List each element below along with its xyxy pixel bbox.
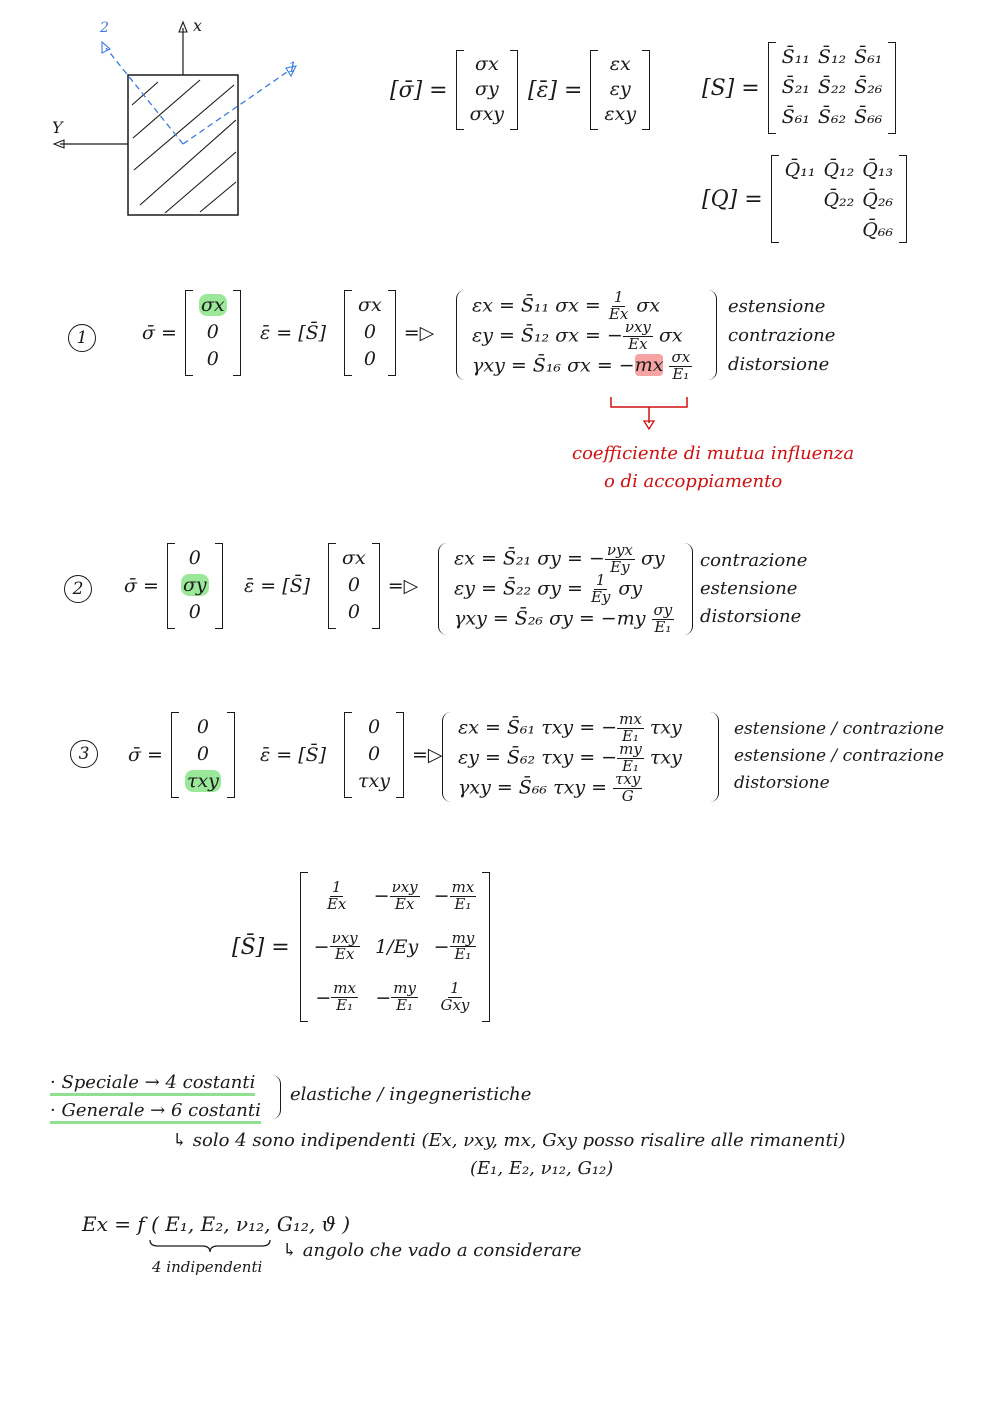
case-3-l3-lhs: γxy = S̄₆₆ τxy = bbox=[458, 776, 608, 799]
case-1-l3-lhs: γxy = S̄₁₆ σx = − bbox=[472, 354, 635, 377]
case-3-vec-1: 0 bbox=[367, 742, 381, 765]
case-2-number: 2 bbox=[64, 575, 92, 603]
compliance-cell-num: my bbox=[451, 928, 475, 947]
compliance-cell-text: 1/Ey bbox=[375, 935, 419, 958]
s-definition bbox=[702, 42, 896, 134]
case-2-l1-num: νyx bbox=[606, 541, 633, 559]
case-2-l2-rhs: σy bbox=[618, 577, 643, 600]
case-2-vec-0: σx bbox=[342, 546, 366, 569]
coupling-note-1: coefficiente di mutua influenza bbox=[572, 443, 855, 464]
case-2-system bbox=[454, 541, 674, 636]
compliance-cell-den: Ex bbox=[394, 894, 415, 913]
case-1-l2-den: Ex bbox=[628, 334, 648, 353]
case-3-l1-den: E₁ bbox=[621, 726, 639, 745]
s-cell: S̄₁₂ bbox=[817, 46, 847, 68]
case-3-l2-rhs: τxy bbox=[649, 746, 682, 769]
q-cell bbox=[785, 219, 816, 243]
q-cell: Q̄₆₆ bbox=[862, 219, 894, 241]
case-2-l1-rhs: σy bbox=[640, 547, 665, 570]
compliance-cell-sign: − bbox=[315, 986, 332, 1009]
case-2-l1-den: Ey bbox=[610, 557, 630, 576]
case-1-coupling-m: mx bbox=[634, 354, 664, 377]
sigma-vec-1: σy bbox=[474, 77, 499, 100]
case-2-sigma-eq: σ̄ = bbox=[124, 575, 159, 597]
compliance-cell-den: E₁ bbox=[396, 996, 414, 1015]
axis-1-label: 1 bbox=[288, 60, 297, 76]
case-1-labels bbox=[728, 292, 835, 379]
independent-note-2: (E₁, E₂, ν₁₂, G₁₂) bbox=[470, 1158, 614, 1179]
case-1-label-1: contrazione bbox=[728, 325, 836, 346]
case-2-sigma-0: 0 bbox=[188, 546, 201, 569]
case-3-l2-lhs: εy = S̄₆₂ τxy = − bbox=[458, 746, 618, 769]
compliance-cell bbox=[433, 928, 477, 964]
case-2-label-0: contrazione bbox=[700, 550, 808, 571]
compliance-cell-num: 1 bbox=[331, 878, 342, 897]
compliance-cell bbox=[434, 981, 477, 1014]
case-1-sigma-eq: σ̄ = bbox=[142, 322, 177, 344]
q-matrix bbox=[771, 155, 907, 243]
case-3-l2-num: my bbox=[619, 740, 642, 758]
case-2-sigma-1: σy bbox=[182, 573, 207, 596]
compliance-label: [S̄] = bbox=[232, 934, 290, 960]
compliance-cell bbox=[314, 981, 360, 1014]
case-3-labels bbox=[734, 716, 944, 797]
case-1-number: 1 bbox=[68, 324, 96, 352]
axis-y-label: Y bbox=[52, 118, 63, 137]
s-cell: S̄₂₆ bbox=[854, 76, 883, 98]
eps-vec-0: εx bbox=[609, 52, 631, 75]
case-1-sigma-2: 0 bbox=[206, 348, 219, 371]
compliance-cell-den: E₁ bbox=[336, 996, 354, 1015]
s-label: [S] = bbox=[702, 75, 760, 101]
case-3-l3-num: τxy bbox=[615, 770, 641, 788]
case-3-system bbox=[458, 710, 682, 805]
axis-2-label: 2 bbox=[100, 20, 109, 36]
case-3-eps-eq: ε̄ = [S̄] bbox=[260, 744, 327, 766]
compliance-cell-den: E₁ bbox=[454, 945, 472, 964]
case-1-arrow: =▷ bbox=[403, 322, 435, 344]
case-1-l2-lhs: εy = S̄₁₂ σx = − bbox=[472, 324, 623, 347]
case-1-vec-2: 0 bbox=[363, 348, 376, 371]
four-independent: 4 indipendenti bbox=[152, 1258, 263, 1276]
case-2-label-2: distorsione bbox=[700, 606, 802, 627]
compliance-cell-num: my bbox=[393, 979, 416, 998]
case-1-l2-rhs: σx bbox=[658, 324, 683, 347]
s-cell: S̄₆₂ bbox=[817, 106, 847, 128]
eps-vec-2: εxy bbox=[604, 103, 637, 126]
case-3-sigma-0: 0 bbox=[196, 715, 209, 738]
compliance-cell bbox=[374, 981, 420, 1014]
case-3-l1-rhs: τxy bbox=[649, 716, 682, 739]
compliance-cell bbox=[434, 880, 477, 913]
compliance-matrix bbox=[232, 872, 490, 1022]
compliance-cell-den: Ex bbox=[334, 945, 355, 964]
case-1-l3-num: σx bbox=[671, 348, 691, 366]
q-cell bbox=[785, 189, 816, 213]
compliance-cell-den: Gxy bbox=[440, 996, 470, 1015]
compliance-cell-num: νxy bbox=[391, 878, 418, 897]
compliance-cell-num: 1 bbox=[450, 979, 460, 998]
sigma-vec-2: σxy bbox=[469, 103, 505, 126]
generale-text: · Generale → 6 costanti bbox=[50, 1100, 261, 1124]
case-2-l2-den: Ey bbox=[590, 587, 611, 606]
q-cell: Q̄₁₁ bbox=[784, 159, 816, 181]
s-matrix-top bbox=[768, 42, 897, 134]
q-cell: Q̄₁₃ bbox=[862, 159, 894, 181]
q-cell bbox=[823, 219, 854, 243]
compliance-cell-sign: − bbox=[433, 885, 450, 908]
case-2-l3-den: E₁ bbox=[654, 617, 672, 636]
q-cell: Q̄₁₂ bbox=[823, 159, 855, 181]
laminate-diagram bbox=[40, 10, 330, 230]
case-1-l1-lhs: εx = S̄₁₁ σx = bbox=[472, 294, 601, 317]
s-cell: S̄₆₁ bbox=[781, 106, 810, 128]
case-1-l1-rhs: σx bbox=[636, 294, 661, 317]
case-2-labels bbox=[700, 547, 807, 631]
case-2-eps-eq: ε̄ = [S̄] bbox=[244, 575, 311, 597]
q-label: [Q] = bbox=[702, 186, 763, 212]
sigma-definition bbox=[390, 50, 518, 130]
case-3-l2-den: E₁ bbox=[621, 756, 639, 775]
case-2-l1-lhs: εx = S̄₂₁ σy = − bbox=[454, 547, 605, 570]
case-3-sigma-2: τxy bbox=[186, 770, 219, 793]
speciale-line bbox=[50, 1072, 255, 1093]
compliance-cell-sign: − bbox=[313, 935, 330, 958]
case-1-eps-eq: ε̄ = [S̄] bbox=[260, 322, 327, 344]
case-1-l1-den: Ex bbox=[608, 304, 629, 323]
case-1-vec-1: 0 bbox=[363, 320, 376, 343]
sigma-vector bbox=[456, 50, 518, 130]
case-2 bbox=[64, 543, 984, 653]
compliance-cell bbox=[313, 928, 360, 964]
case-2-l2-lhs: εy = S̄₂₂ σy = bbox=[454, 577, 583, 600]
case-1-l1-num: 1 bbox=[613, 288, 624, 306]
case-1-l2-num: νxy bbox=[624, 318, 651, 336]
compliance-cell-sign: − bbox=[373, 885, 390, 908]
compliance-cell-sign: − bbox=[375, 986, 392, 1009]
case-1-sigma-1: 0 bbox=[206, 320, 219, 343]
case-1-sigma-0: σx bbox=[200, 293, 225, 316]
case-2-l3-num: σy bbox=[653, 601, 673, 619]
generale-line bbox=[50, 1100, 261, 1121]
case-3-vec-0: 0 bbox=[367, 715, 381, 738]
case-3-l3-den: G bbox=[621, 786, 634, 805]
s-cell: S̄₆₁ bbox=[854, 46, 883, 68]
compliance-cell-den: Ex bbox=[326, 894, 347, 913]
compliance-cell bbox=[314, 880, 360, 913]
q-definition bbox=[702, 155, 907, 243]
case-3-label-0: estensione / contrazione bbox=[734, 719, 945, 739]
s-cell: S̄₆₆ bbox=[854, 106, 883, 128]
case-2-l3-lhs: γxy = S̄₂₆ σy = −my bbox=[454, 607, 646, 630]
eps-vec-1: εy bbox=[609, 77, 631, 100]
case-3-arrow: =▷ bbox=[412, 744, 443, 766]
case-3-l1-lhs: εx = S̄₆₁ τxy = − bbox=[458, 716, 618, 739]
sigma-label: [σ̄] = bbox=[390, 77, 448, 103]
case-2-vec-1: 0 bbox=[347, 573, 360, 596]
eps-label: [ε̄] = bbox=[528, 77, 583, 103]
case-2-sigma-2: 0 bbox=[188, 601, 201, 624]
case-2-label-1: estensione bbox=[700, 578, 798, 599]
eps-definition bbox=[528, 50, 650, 130]
case-1-label-2: distorsione bbox=[728, 354, 830, 375]
independent-note: ↳ solo 4 sono indipendenti (Ex, νxy, mx, Gxy posso risalire alle rimanenti) bbox=[172, 1130, 846, 1151]
compliance-cell bbox=[374, 935, 420, 959]
compliance-cell-num: mx bbox=[333, 979, 356, 998]
compliance-cell bbox=[374, 880, 420, 913]
case-2-vec-2: 0 bbox=[347, 601, 360, 624]
case-1-label-0: estensione bbox=[728, 296, 826, 317]
compliance-cell-sign: − bbox=[433, 935, 450, 958]
s-cell: S̄₂₁ bbox=[781, 76, 810, 98]
eps-vector bbox=[590, 50, 650, 130]
case-3-number: 3 bbox=[70, 740, 98, 768]
q-cell: Q̄₂₆ bbox=[862, 189, 894, 211]
case-1 bbox=[68, 290, 988, 390]
q-cell: Q̄₂₂ bbox=[823, 189, 855, 211]
four-brace bbox=[148, 1238, 272, 1254]
case-3-label-2: distorsione bbox=[734, 773, 830, 793]
case-3-sigma-eq: σ̄ = bbox=[128, 744, 163, 766]
speciale-text: · Speciale → 4 costanti bbox=[50, 1072, 255, 1096]
case-3 bbox=[70, 712, 990, 822]
s-cell: S̄₁₁ bbox=[781, 46, 810, 68]
axis-x-label: x bbox=[193, 16, 203, 35]
case-2-arrow: =▷ bbox=[387, 575, 419, 597]
compliance-cell-num: νxy bbox=[331, 928, 358, 947]
case-3-l1-num: mx bbox=[619, 710, 642, 728]
case-3-label-1: estensione / contrazione bbox=[734, 746, 945, 766]
case-3-sigma-1: 0 bbox=[196, 742, 209, 765]
coupling-note-2: o di accoppiamento bbox=[604, 471, 783, 492]
coupling-pointer bbox=[605, 395, 695, 435]
sigma-vec-0: σx bbox=[474, 52, 499, 75]
angle-note: ↳ angolo che vado a considerare bbox=[282, 1240, 582, 1261]
case-2-l2-num: 1 bbox=[595, 571, 606, 589]
ex-function: Ex = f ( E₁, E₂, ν₁₂, G₁₂, ϑ ) bbox=[82, 1212, 351, 1236]
compliance-cell-den: E₁ bbox=[454, 894, 472, 913]
case-1-vec-0: σx bbox=[358, 293, 382, 316]
case-1-system bbox=[472, 288, 692, 383]
case-1-l3-den: E₁ bbox=[672, 364, 690, 383]
brace-note: elastiche / ingegneristiche bbox=[290, 1084, 532, 1105]
case-3-vec-2: τxy bbox=[358, 770, 391, 793]
s-cell: S̄₂₂ bbox=[817, 76, 847, 98]
compliance-cell-num: mx bbox=[451, 878, 475, 897]
